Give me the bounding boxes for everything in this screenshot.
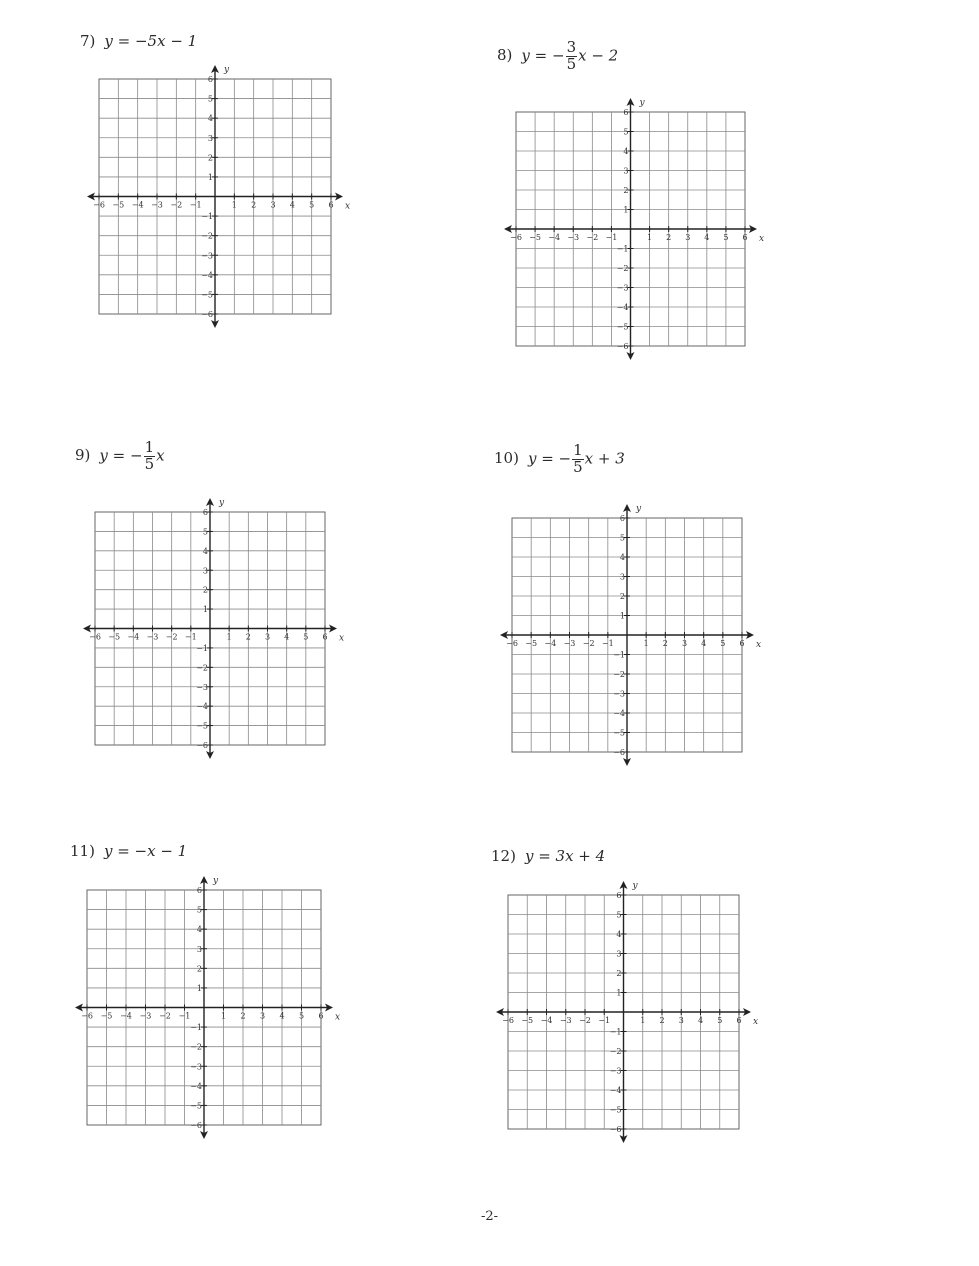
x-tick-label: 1 (226, 632, 232, 642)
x-tick-label: −4 (120, 1011, 132, 1021)
y-tick-label: −1 (613, 650, 625, 660)
y-tick-label: −2 (190, 1042, 202, 1052)
x-tick-label: −2 (165, 632, 178, 642)
x-tick-label: −5 (521, 1016, 534, 1025)
fraction (566, 40, 578, 73)
coordinate-grid-8 (510, 98, 765, 351)
coordinate-grid-10 (506, 504, 762, 757)
x-tick-label: −2 (159, 1011, 171, 1021)
x-tick-label: 6 (742, 233, 748, 242)
x-axis-label: x (756, 640, 762, 650)
problem-10-label (494, 443, 625, 476)
y-tick-label: 1 (207, 172, 213, 182)
denominator: 5 (573, 457, 583, 476)
y-tick-label: 2 (202, 585, 208, 595)
y-tick-label: −5 (196, 721, 208, 731)
y-axis-label: y (219, 498, 225, 508)
x-tick-label: 3 (264, 632, 271, 642)
x-tick-label: −3 (146, 632, 159, 642)
x-tick-label: 1 (640, 1016, 646, 1025)
y-tick-label: 6 (616, 891, 622, 900)
y-tick-label: −1 (190, 1023, 202, 1033)
x-tick-label: −1 (184, 632, 197, 642)
x-tick-label: 5 (298, 1011, 305, 1021)
y-tick-label: 3 (196, 944, 202, 954)
fraction (572, 443, 584, 476)
y-tick-label: −1 (616, 244, 629, 254)
y-tick-label: 5 (207, 94, 213, 104)
y-tick-label: 6 (207, 75, 213, 84)
y-tick-label: −2 (609, 1047, 622, 1056)
y-tick-label: −4 (196, 702, 208, 712)
denominator: 5 (144, 454, 155, 473)
numerator: 3 (566, 38, 577, 56)
y-tick-label: 6 (623, 108, 629, 117)
y-tick-label: −5 (190, 1101, 202, 1111)
y-tick-label: 5 (196, 905, 202, 915)
y-tick-label: 2 (207, 153, 213, 163)
x-tick-label: −1 (178, 1011, 191, 1021)
x-tick-label: 2 (659, 1016, 665, 1025)
problem-9-label (75, 440, 165, 473)
x-tick-label: −5 (529, 233, 541, 242)
x-tick-label: 4 (701, 639, 707, 648)
x-tick-label: −6 (81, 1011, 93, 1021)
problem-number: 10) (494, 449, 519, 468)
y-tick-label: −2 (613, 670, 625, 679)
y-tick-label: −6 (616, 342, 629, 351)
x-tick-label: −3 (563, 639, 576, 648)
y-axis-label: y (639, 98, 645, 108)
x-tick-label: 5 (723, 233, 729, 242)
x-axis-label: x (759, 234, 765, 244)
y-tick-label: −1 (609, 1027, 622, 1037)
coordinate-grid-9 (89, 498, 345, 750)
y-axis-label: y (213, 876, 219, 886)
problem-number: 7) (80, 32, 96, 50)
problem-11-label (70, 844, 187, 859)
x-tick-label: −6 (89, 632, 101, 642)
x-tick-label: −4 (127, 632, 140, 642)
y-axis-label: y (632, 881, 638, 891)
x-tick-label: −4 (548, 233, 561, 242)
x-tick-label: −1 (605, 233, 618, 242)
x-tick-label: 2 (240, 1011, 246, 1021)
y-tick-label: −4 (609, 1086, 622, 1095)
x-tick-label: 2 (662, 639, 668, 648)
equation-prefix: y = − (99, 446, 143, 465)
numerator: 1 (573, 441, 583, 459)
x-tick-label: 4 (279, 1011, 285, 1021)
y-tick-label: 1 (619, 611, 625, 621)
y-tick-label: −6 (201, 310, 213, 319)
y-tick-label: 6 (619, 514, 625, 523)
x-tick-label: 2 (251, 200, 257, 210)
y-tick-label: −6 (609, 1125, 622, 1134)
y-tick-label: 5 (619, 533, 625, 543)
x-tick-label: 5 (303, 632, 309, 642)
y-tick-label: 3 (619, 572, 625, 582)
x-tick-label: −2 (582, 639, 595, 648)
x-tick-label: −2 (579, 1016, 591, 1025)
problem-number: 9) (75, 446, 91, 465)
x-tick-label: 6 (322, 632, 328, 642)
y-tick-label: −3 (616, 283, 629, 293)
coordinate-grid-11 (81, 876, 341, 1130)
y-tick-label: −2 (196, 663, 208, 673)
y-tick-label: 3 (202, 566, 208, 576)
y-tick-label: 1 (202, 605, 208, 615)
y-tick-label: 3 (207, 133, 213, 143)
x-tick-label: 3 (678, 1016, 684, 1025)
y-tick-label: −2 (616, 264, 629, 273)
y-tick-label: 3 (623, 166, 629, 176)
x-tick-label: −2 (170, 200, 183, 210)
y-tick-label: 4 (623, 147, 629, 156)
y-tick-label: 1 (616, 988, 622, 998)
y-tick-label: −3 (190, 1062, 202, 1072)
y-tick-label: 4 (196, 925, 202, 935)
equation: y = 3x + 4 (524, 847, 606, 865)
y-tick-label: −1 (196, 643, 208, 653)
x-tick-label: 5 (720, 639, 726, 648)
y-tick-label: 1 (623, 205, 629, 215)
x-tick-label: 6 (736, 1016, 742, 1025)
x-tick-label: −6 (502, 1016, 514, 1025)
y-tick-label: 3 (616, 949, 622, 959)
numerator: 1 (144, 438, 155, 456)
equation: y = −5x − 1 (104, 32, 198, 50)
y-tick-label: −6 (196, 741, 208, 750)
y-tick-label: 1 (196, 983, 202, 993)
coordinate-grid-12 (502, 881, 759, 1134)
x-tick-label: 2 (245, 632, 251, 642)
x-tick-label: 1 (643, 639, 649, 648)
x-tick-label: 1 (231, 200, 237, 210)
x-axis-label: x (345, 201, 351, 212)
x-tick-label: 4 (697, 1016, 704, 1025)
y-tick-label: 5 (202, 527, 208, 537)
y-tick-label: 5 (623, 127, 629, 137)
y-tick-label: −6 (613, 748, 625, 757)
x-tick-label: −3 (559, 1016, 572, 1025)
y-tick-label: −3 (201, 251, 213, 261)
x-tick-label: −5 (112, 200, 125, 210)
x-tick-label: −5 (100, 1011, 113, 1021)
equation-suffix: x + 3 (584, 449, 625, 468)
x-tick-label: −6 (510, 233, 522, 242)
x-tick-label: 6 (739, 639, 745, 648)
x-tick-label: 2 (666, 233, 672, 242)
page-number: -2- (480, 1209, 499, 1224)
y-tick-label: 4 (616, 930, 622, 939)
equation-prefix: y = − (527, 449, 572, 468)
x-tick-label: 6 (318, 1011, 324, 1021)
x-tick-label: 3 (681, 639, 688, 648)
y-tick-label: −4 (190, 1081, 202, 1091)
y-tick-label: 5 (616, 910, 622, 920)
x-tick-label: 1 (647, 233, 653, 242)
x-tick-label: −2 (586, 233, 599, 242)
y-tick-label: 6 (202, 508, 208, 517)
y-tick-label: 4 (619, 553, 625, 562)
y-tick-label: 2 (619, 592, 625, 601)
problem-number: 8) (497, 46, 513, 65)
equation: y = −x − 1 (103, 842, 188, 860)
x-tick-label: 5 (717, 1016, 723, 1025)
y-tick-label: −4 (201, 270, 213, 280)
x-axis-label: x (753, 1017, 759, 1027)
problem-number: 11) (70, 842, 95, 860)
x-tick-label: −1 (601, 639, 614, 648)
y-tick-label: −5 (201, 290, 213, 300)
y-tick-label: −4 (613, 709, 625, 718)
y-tick-label: 6 (196, 886, 202, 895)
y-tick-label: 4 (207, 114, 213, 124)
y-tick-label: −5 (609, 1105, 622, 1115)
equation-suffix: x − 2 (578, 46, 619, 65)
y-tick-label: 4 (202, 546, 208, 556)
x-tick-label: −5 (525, 639, 538, 648)
y-tick-label: −3 (609, 1066, 622, 1076)
fraction (144, 440, 156, 473)
x-tick-label: 5 (309, 200, 315, 210)
equation-suffix: x (156, 446, 165, 465)
x-axis-label: x (339, 633, 345, 644)
x-tick-label: −5 (108, 632, 121, 642)
y-tick-label: −5 (616, 322, 629, 332)
x-tick-label: 1 (220, 1011, 227, 1021)
x-tick-label: 4 (284, 632, 290, 642)
problem-8-label (497, 40, 618, 73)
problem-7-label (80, 34, 197, 49)
x-tick-label: 3 (270, 200, 276, 210)
x-tick-label: −4 (131, 200, 144, 210)
y-tick-label: −5 (613, 728, 625, 738)
x-tick-label: 6 (328, 200, 334, 210)
x-tick-label: 4 (289, 200, 295, 210)
x-tick-label: −3 (567, 233, 580, 242)
y-axis-label: y (636, 504, 642, 514)
y-tick-label: 2 (616, 969, 622, 978)
y-tick-label: −1 (201, 212, 213, 222)
y-tick-label: −4 (616, 303, 629, 312)
coordinate-grid-7 (93, 65, 351, 319)
y-tick-label: −3 (613, 689, 625, 699)
y-tick-label: 2 (623, 186, 629, 195)
x-axis-label: x (335, 1012, 341, 1023)
problem-number: 12) (491, 847, 516, 865)
y-tick-label: −6 (190, 1121, 202, 1130)
x-tick-label: 3 (259, 1011, 266, 1021)
x-tick-label: 3 (685, 233, 691, 242)
x-tick-label: −3 (139, 1011, 152, 1021)
x-tick-label: −6 (93, 200, 105, 210)
problem-12-label (491, 849, 605, 864)
y-tick-label: −2 (201, 231, 213, 241)
y-tick-label: 2 (196, 964, 202, 974)
x-tick-label: −1 (189, 200, 202, 210)
x-tick-label: −3 (151, 200, 163, 210)
x-tick-label: 4 (704, 233, 710, 242)
denominator: 5 (566, 54, 577, 73)
x-tick-label: −1 (598, 1016, 611, 1025)
x-tick-label: −6 (506, 639, 518, 648)
y-tick-label: −3 (196, 682, 208, 692)
x-tick-label: −4 (544, 639, 557, 648)
y-axis-label: y (224, 65, 230, 75)
equation-prefix: y = − (521, 46, 565, 65)
x-tick-label: −4 (540, 1016, 553, 1025)
